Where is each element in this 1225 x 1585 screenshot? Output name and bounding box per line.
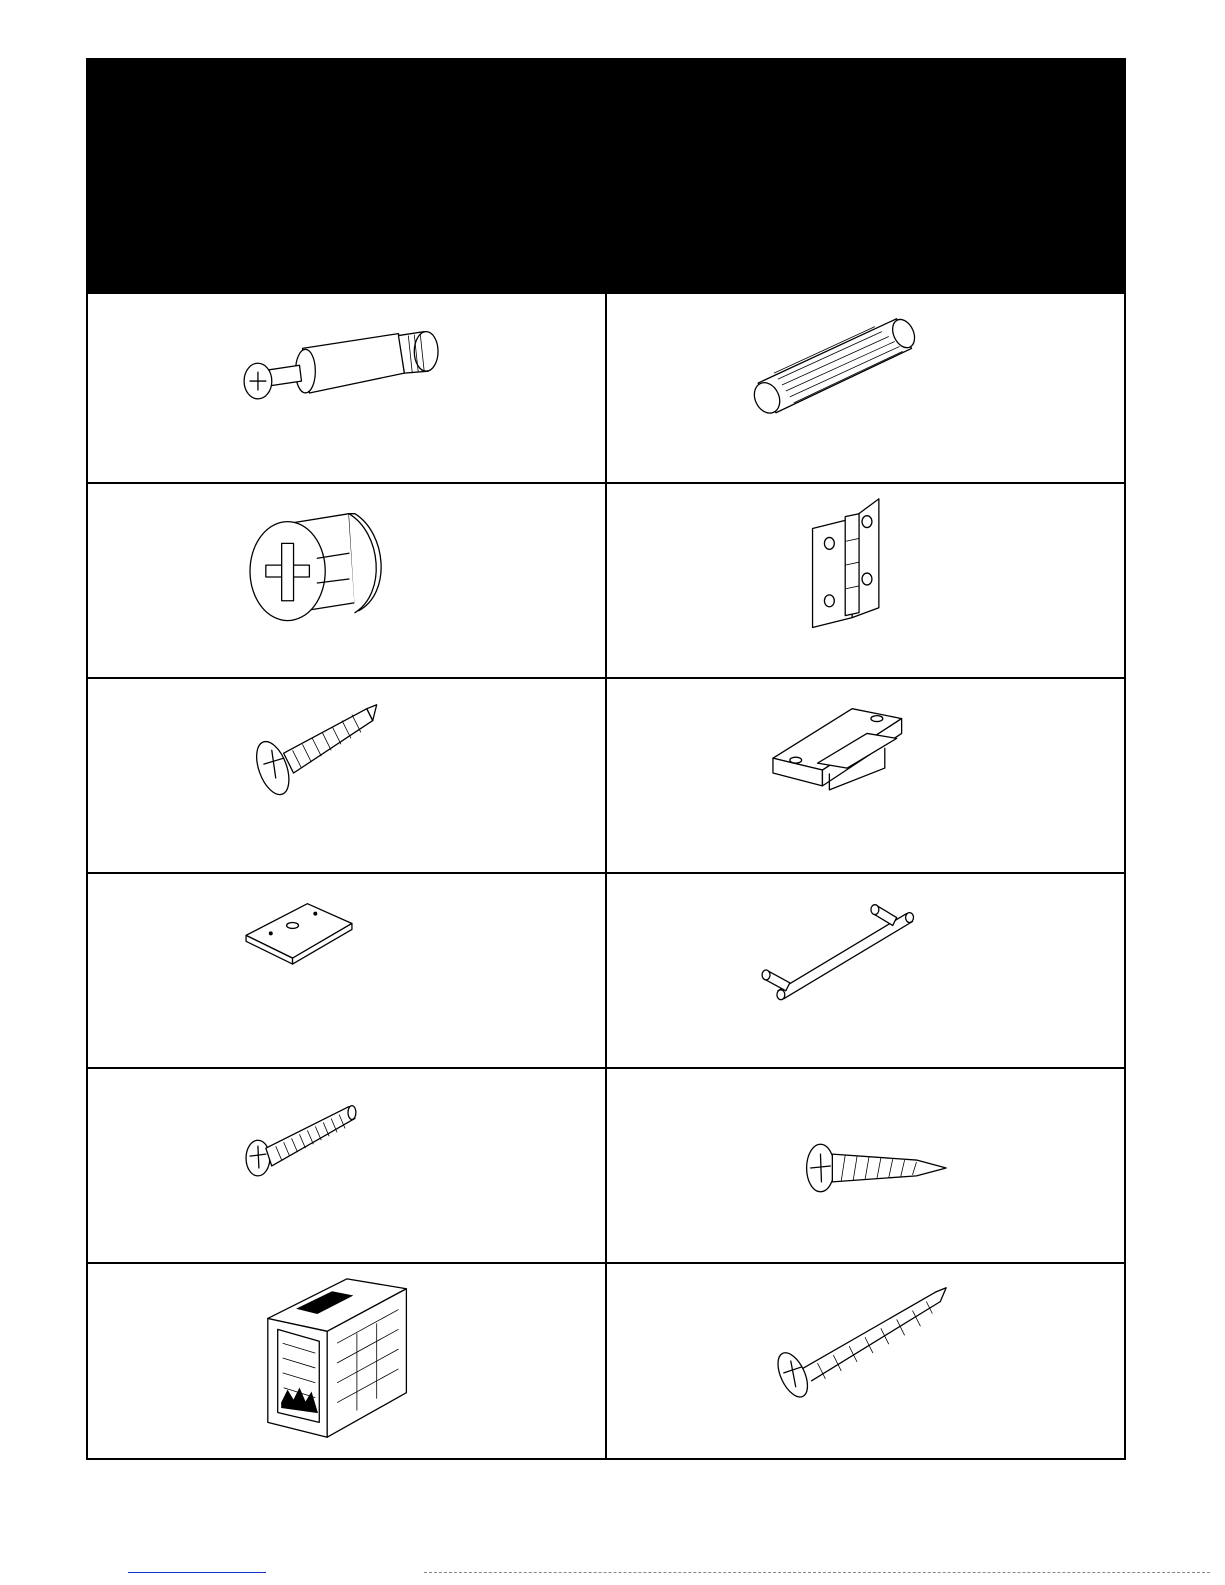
pan-head-screw-icon <box>607 1069 1124 1262</box>
part-cell-strike-plate <box>88 872 607 1067</box>
part-cell-machine-screw <box>88 1067 607 1262</box>
wood-screw-icon <box>607 1264 1124 1460</box>
hinge-icon <box>607 484 1124 677</box>
electric-fireplace-insert-icon <box>88 1264 605 1460</box>
machine-screw-icon <box>88 1069 605 1262</box>
footer-rule <box>424 1572 1210 1573</box>
part-cell-bar-handle <box>607 872 1124 1067</box>
parts-grid <box>88 292 1124 1460</box>
header-band <box>88 60 1124 292</box>
cam-bolt-icon <box>88 294 605 482</box>
part-cell-electric-fireplace-insert <box>88 1262 607 1460</box>
footer-link-underline[interactable] <box>128 1572 266 1573</box>
hardware-parts-sheet <box>86 58 1126 1460</box>
cam-lock-icon <box>88 484 605 677</box>
part-cell-wood-dowel <box>607 292 1124 482</box>
bar-handle-icon <box>607 874 1124 1067</box>
part-cell-hinge <box>607 482 1124 677</box>
wood-dowel-icon <box>607 294 1124 482</box>
part-cell-cam-bolt <box>88 292 607 482</box>
part-cell-wood-screw <box>607 1262 1124 1460</box>
flat-head-screw-icon <box>88 679 605 872</box>
part-cell-flat-head-screw <box>88 677 607 872</box>
part-cell-cam-lock <box>88 482 607 677</box>
page-footer <box>0 1572 1225 1585</box>
magnetic-catch-icon <box>607 679 1124 872</box>
part-cell-pan-head-screw <box>607 1067 1124 1262</box>
strike-plate-icon <box>88 874 605 1067</box>
part-cell-magnetic-catch <box>607 677 1124 872</box>
